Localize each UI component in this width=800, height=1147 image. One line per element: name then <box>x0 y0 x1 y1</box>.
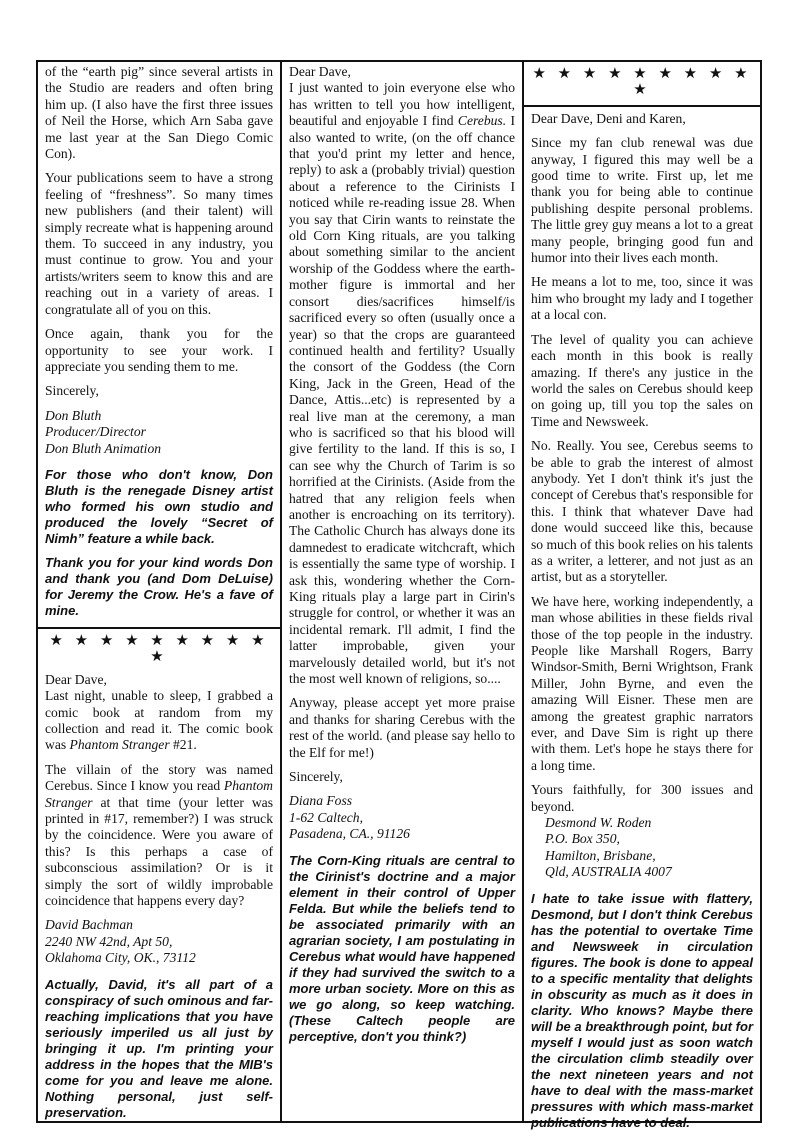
letter-4-paragraph-2: He means a lot to me, too, since it was him who brought my lady and I together at a local con. <box>531 274 753 323</box>
letter-3-address <box>289 793 515 842</box>
letter-4-paragraph-4: No. Really. You see, Cerebus seems to be able to grab the interest of almost anybody. Yet I don't think it's just the concept of Cerebus that's responsible for this. I think that whatever Dave had done would succeed like this, because so much of this book relies on his talents as a writer, a letterer, and not just as an artist, but as a storyteller. <box>531 438 754 585</box>
letter-3-paragraph-2: Anyway, please accept yet more praise and thanks for sharing Cerebus with the rest of the world. (and please say hello to the Elf for me!) <box>289 695 515 760</box>
letter-1-paragraph-1: of the “earth pig” since several artists in the Studio are readers and often bring him up. (I also have the first three issues of Neil the Horse, which Arn Saba gave me last year at the San Diego Comic Con). <box>45 64 273 162</box>
signature-title: Producer/Director <box>45 424 146 440</box>
signature-name: Don Bluth <box>45 407 102 423</box>
address-box: P.O. Box 350, <box>545 831 620 847</box>
comic-title: Phantom Stranger <box>45 778 273 810</box>
letter-2-greeting: Dear Dave, <box>45 671 107 687</box>
column-1 <box>38 62 280 1121</box>
letter-3-closing: Sincerely, <box>289 769 343 785</box>
address-name: Desmond W. Roden <box>545 815 652 831</box>
editor-reply-2: Actually, David, it's all part of a conspiracy of such ominous and far-reaching implications that you have seriously imperiled us all just by bringing it up. I'm printing your address in the hopes that the MIB's come for you and leave me alone. Nothing personal, just self-preservation. <box>45 976 273 1120</box>
address-city: Pasadena, CA., 91126 <box>289 826 410 842</box>
address-name: Diana Foss <box>289 793 353 809</box>
letter-2-paragraph-2 <box>45 762 273 910</box>
text-run: at that time (your letter was printed in #17, remember?) I was struck by the coincidence. Were you aware of this? Is this perhaps a case of subconscious assimilation? Or is it simply the sort of wildly improbable coincidence that happens every day? <box>45 794 273 909</box>
letter-1-signature <box>45 408 273 457</box>
text-run: I also wanted to write, (on the off chance that you'd print my letter and hence, reply) to ask a (probably trivial) question about a reference to the Cirinists I noticed while re-reading issue 28. When you say that Cirin wants to reinstate the old Corn King rituals, are you talking about something similar to the ancient worship of the Goddess where the earth-mother figure is immortal and her consort dies/sacrifices himself/is sacrificed every so often (usually once a year) so that the crops are guaranteed continued health and fertility? Usually the consort of the Goddess (the Corn King, Jack in the Green, Head of the Dance, Attis...etc) is represented by a real live man at the ceremony, a man who is sacrificed so that his blood will give fertility to the land. If this is so, I can see why the Church of Tarim is so horrified at the Cirinists. (Aside from the hatred that any religion feels when another is encroaching on its territory). The Catholic Church has always done its damnedest to eradicate witchcraft, which is essentially the same type of worship. I ask this, wondering whether the Corn-King rituals play a large part in Cirin's struggle for control, or whether it was an incidental remark. I'll admit, I find the latter improbable, given your marvelously detailed world, but it's not the most well known of religions, so.... <box>289 113 515 687</box>
column-3 <box>522 62 760 1130</box>
letter-4-paragraph-5: We have here, working independently, a man whose abilities in these fields rival those of the top people in the industry. People like Marshall Rogers, Barry Windsor-Smith, Berni Wrightson, Frank Miller, John Byrne, and even the amazing Will Eisner. These men are among the greatest graphic narrators ever, and Dave Sim is right up there with them. Let's hope he stays there for a long time. <box>531 593 753 773</box>
text-run: I just wanted to join everyone else who has written to tell you how intelligent, beautiful and enjoyable I find <box>289 80 515 129</box>
address-country: Qld, AUSTRALIA 4007 <box>545 864 672 880</box>
letter-1-paragraph-3: Once again, thank you for the opportunity to see your work. I appreciate you sending them to me. <box>45 326 273 374</box>
letters-page <box>36 60 762 1130</box>
letter-4-closing: Yours faithfully, for 300 issues and beyond. <box>531 782 753 814</box>
address-street: 2240 NW 42nd, Apt 50, <box>45 933 173 949</box>
letter-4-paragraph-1: Since my fan club renewal was due anyway, I figured this may well be a good time to write. First up, let me thank you for being able to continue publishing despite personal problems. The little grey guy means a lot to a great many people, bringing good fun and humor into their lives each month. <box>531 135 753 266</box>
letter-1-paragraph-2: Your publications seem to have a strong feeling of “freshness”. So many times new publishers (and their talent) will simply recreate what is happening around them. To succeed in any industry, you must continue to grow. You and your artists/writers seem to know this and are reaching out in a variety of areas. I congratulate all of you on this. <box>45 170 273 317</box>
comic-title: Cerebus. <box>457 113 507 129</box>
star-separator: ★ ★ ★ ★ ★ ★ ★ ★ ★ ★ <box>49 632 269 666</box>
letter-1-closing: Sincerely, <box>45 383 99 399</box>
address-name: David Bachman <box>45 917 133 933</box>
letter-4-paragraph-3: The level of quality you can achieve each month in this book is really amazing. If there's any justice in the world the sales on Cerebus should keep on going up, till you top the sales on Time and Newsweek. <box>531 331 753 429</box>
editor-reply-1b: Thank you for your kind words Don and thank you (and Dom DeLuise) for Jeremy the Crow. He's a fave of mine. <box>45 554 273 618</box>
editor-reply-1a: For those who don't know, Don Bluth is the renegade Disney artist who formed his own studio and produced the lovely “Secret of Nimh” feature a while back. <box>45 466 273 546</box>
comic-title: Phantom Stranger <box>69 737 170 753</box>
text-run: The villain of the story was named Cerebus. Since I know you read <box>45 761 273 794</box>
letter-2-address <box>45 917 273 966</box>
editor-reply-4: I hate to take issue with flattery, Desmond, but I don't think Cerebus has the potential to overtake Time and Newsweek in circulation figures. The book is done to appeal to a specific mentality that delights in obscurity as much as it does in clarity. Who knows? Maybe there will be a breakthrough point, but for myself I would just as soon watch the circulation climb steadily over the next nineteen years and not have to deal with the mass-market pressures with which mass-market publications have to deal. <box>531 890 753 1130</box>
divider <box>38 627 280 629</box>
letter-4-greeting: Dear Dave, Deni and Karen, <box>531 110 686 126</box>
letter-4-address <box>545 815 753 881</box>
letter-3-paragraph-1 <box>289 80 515 687</box>
divider <box>524 105 760 107</box>
text-run: #21. <box>169 737 197 753</box>
address-city: Oklahoma City, OK., 73112 <box>45 950 196 966</box>
address-city: Hamilton, Brisbane, <box>545 847 656 863</box>
text-run: Last night, unable to sleep, I grabbed a comic book at random from my collection and read it. The comic book was <box>45 688 273 753</box>
star-separator: ★ ★ ★ ★ ★ ★ ★ ★ ★ ★ <box>532 66 752 99</box>
letter-2-paragraph-1 <box>45 688 273 754</box>
address-street: 1-62 Caltech, <box>289 809 363 825</box>
editor-reply-3: The Corn-King rituals are central to the Cirinist's doctrine and a major element in their control of Upper Felda. But while the beliefs tend to be associated primarily with an agrarian society, I am postulating in Cerebus what would have happened if they had survived the switch to a more urban society. More on this as we go along, so keep watching. (These Caltech people are perceptive, don't you think?) <box>289 852 515 1044</box>
signature-company: Don Bluth Animation <box>45 440 162 456</box>
letter-3-greeting: Dear Dave, <box>289 64 351 79</box>
column-2 <box>280 62 522 1121</box>
